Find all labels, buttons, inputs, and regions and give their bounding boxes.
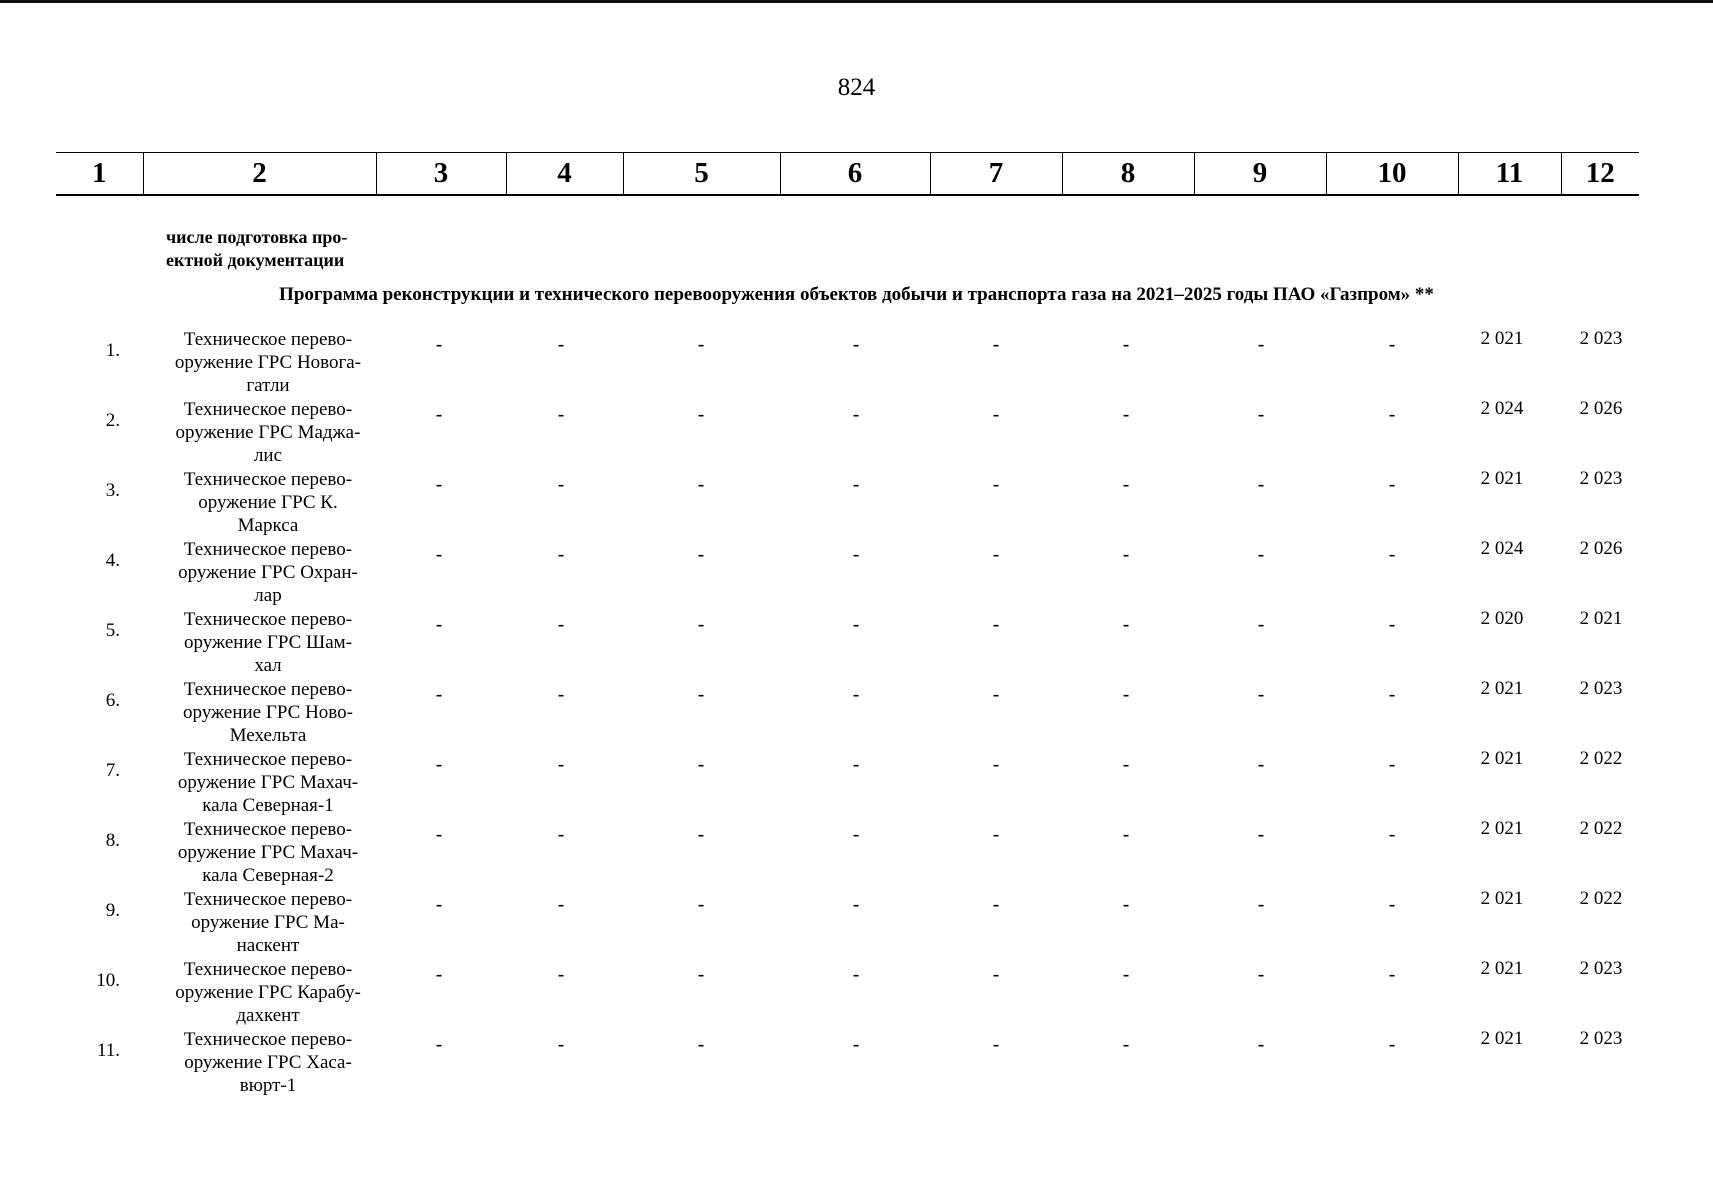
object-name-line: оружение ГРС Новога- [174,352,362,373]
table-row [0,398,1713,468]
empty-cell: - [435,964,443,985]
empty-cell: - [557,474,565,495]
empty-cell: - [992,684,1000,705]
empty-cell: - [1388,964,1396,985]
column-header-table [56,152,1639,196]
empty-cell: - [852,474,860,495]
object-name-line: дахкент [236,1005,300,1026]
continuation-line: числе подготовка про- [166,227,348,247]
empty-cell: - [1122,894,1130,915]
column-header: 8 [1062,153,1194,196]
row-number: 9. [105,900,120,921]
empty-cell: - [435,474,443,495]
empty-cell: - [852,1034,860,1055]
empty-cell: - [1388,614,1396,635]
empty-cell: - [435,684,443,705]
empty-cell: - [697,684,705,705]
page-number: 824 [837,74,876,101]
row-number: 3. [105,480,120,501]
row-number: 8. [105,830,120,851]
empty-cell: - [557,1034,565,1055]
table-row [0,678,1713,748]
empty-cell: - [1388,404,1396,425]
scan-edge [0,0,1713,3]
empty-cell: - [557,964,565,985]
object-name-line: Техническое перево- [183,539,353,560]
empty-cell: - [1257,684,1265,705]
object-name [160,398,376,467]
continuation-text [166,226,366,272]
empty-cell: - [435,334,443,355]
empty-cell: - [1388,544,1396,565]
row-number: 10. [96,970,120,991]
empty-cell: - [435,544,443,565]
object-name-line: вюрт-1 [239,1075,297,1096]
end-year-cell: 2 026 [1579,538,1623,559]
empty-cell: - [1257,334,1265,355]
table-row [0,608,1713,678]
object-name-line: оружение ГРС Хаса- [184,1052,352,1073]
object-name-line: кала Северная-2 [202,865,334,886]
empty-cell: - [435,404,443,425]
object-name [160,888,376,957]
empty-cell: - [1257,474,1265,495]
empty-cell: - [1257,1034,1265,1055]
empty-cell: - [557,544,565,565]
table-row [0,748,1713,818]
start-year-cell: 2 021 [1480,888,1524,909]
section-title: Программа реконструкции и технического перевооружения объектов добычи и транспорта газа на 2021–2025 годы ПАО «Газпром» ** [279,284,1434,305]
row-number: 2. [105,410,120,431]
object-name [160,328,376,397]
object-name-line: оружение ГРС Карабу- [175,982,361,1003]
empty-cell: - [697,964,705,985]
table-row [0,468,1713,538]
object-name [160,608,376,677]
object-name [160,818,376,887]
empty-cell: - [852,334,860,355]
object-name-line: Техническое перево- [183,959,353,980]
object-name-line: оружение ГРС Маджа- [175,422,361,443]
empty-cell: - [1122,474,1130,495]
empty-cell: - [992,754,1000,775]
end-year-cell: 2 022 [1579,748,1623,769]
empty-cell: - [1257,404,1265,425]
end-year-cell: 2 023 [1579,328,1623,349]
start-year-cell: 2 021 [1480,1028,1524,1049]
object-name [160,678,376,747]
empty-cell: - [1122,544,1130,565]
empty-cell: - [557,894,565,915]
column-header: 9 [1194,153,1326,196]
empty-cell: - [557,334,565,355]
empty-cell: - [1388,1034,1396,1055]
end-year-cell: 2 022 [1579,818,1623,839]
object-name-line: наскент [236,935,300,956]
start-year-cell: 2 024 [1480,538,1524,559]
start-year-cell: 2 021 [1480,328,1524,349]
empty-cell: - [992,1034,1000,1055]
object-name-line: Техническое перево- [183,819,353,840]
empty-cell: - [697,1034,705,1055]
empty-cell: - [992,544,1000,565]
column-header: 2 [143,153,376,196]
empty-cell: - [852,614,860,635]
empty-cell: - [1122,334,1130,355]
column-header: 11 [1458,153,1561,196]
empty-cell: - [1257,544,1265,565]
object-name [160,1028,376,1097]
start-year-cell: 2 021 [1480,958,1524,979]
object-name [160,748,376,817]
row-number: 11. [96,1040,120,1061]
table-row [0,538,1713,608]
empty-cell: - [992,404,1000,425]
column-header: 10 [1326,153,1458,196]
empty-cell: - [697,614,705,635]
object-name-line: лис [253,445,283,466]
empty-cell: - [1122,754,1130,775]
column-header: 6 [780,153,930,196]
empty-cell: - [697,754,705,775]
empty-cell: - [852,754,860,775]
object-name-line: кала Северная-1 [202,795,334,816]
empty-cell: - [992,334,1000,355]
empty-cell: - [1257,614,1265,635]
table-row [0,328,1713,398]
column-header: 3 [376,153,506,196]
object-name [160,538,376,607]
empty-cell: - [1122,684,1130,705]
object-name-line: оружение ГРС Махач- [177,772,359,793]
empty-cell: - [1388,474,1396,495]
end-year-cell: 2 022 [1579,888,1623,909]
object-name [160,468,376,537]
row-number: 5. [105,620,120,641]
start-year-cell: 2 021 [1480,748,1524,769]
empty-cell: - [992,614,1000,635]
object-name-line: оружение ГРС Ново- [183,702,353,723]
table-row [0,888,1713,958]
empty-cell: - [697,824,705,845]
empty-cell: - [1122,1034,1130,1055]
empty-cell: - [557,824,565,845]
object-name-line: Маркса [237,515,299,536]
empty-cell: - [1388,334,1396,355]
column-header: 7 [930,153,1062,196]
end-year-cell: 2 023 [1579,958,1623,979]
object-name-line: Техническое перево- [183,399,353,420]
empty-cell: - [852,964,860,985]
object-name-line: оружение ГРС Охран- [178,562,358,583]
empty-cell: - [1388,684,1396,705]
table-row [0,958,1713,1028]
empty-cell: - [992,894,1000,915]
object-name-line: оружение ГРС Ма- [191,912,345,933]
empty-cell: - [852,894,860,915]
column-header: 12 [1561,153,1639,196]
empty-cell: - [1257,824,1265,845]
column-header: 5 [623,153,780,196]
start-year-cell: 2 021 [1480,818,1524,839]
empty-cell: - [852,684,860,705]
object-name-line: лар [254,585,282,606]
empty-cell: - [435,824,443,845]
empty-cell: - [435,1034,443,1055]
object-name-line: оружение ГРС Шам- [184,632,352,653]
empty-cell: - [1388,824,1396,845]
empty-cell: - [697,474,705,495]
object-name-line: Техническое перево- [183,469,353,490]
empty-cell: - [435,754,443,775]
object-name [160,958,376,1027]
empty-cell: - [992,824,1000,845]
empty-cell: - [852,404,860,425]
empty-cell: - [435,894,443,915]
empty-cell: - [697,334,705,355]
empty-cell: - [1122,964,1130,985]
object-name-line: Техническое перево- [183,609,353,630]
empty-cell: - [697,404,705,425]
empty-cell: - [992,964,1000,985]
end-year-cell: 2 023 [1579,1028,1623,1049]
table-row [0,1028,1713,1098]
empty-cell: - [1122,404,1130,425]
row-number: 4. [105,550,120,571]
object-name-line: оружение ГРС Махач- [177,842,359,863]
empty-cell: - [992,474,1000,495]
object-name-line: хал [254,655,282,676]
empty-cell: - [557,754,565,775]
object-name-line: Мехельта [229,725,307,746]
empty-cell: - [697,894,705,915]
end-year-cell: 2 023 [1579,468,1623,489]
empty-cell: - [1122,824,1130,845]
empty-cell: - [852,544,860,565]
column-header: 4 [506,153,623,196]
empty-cell: - [852,824,860,845]
object-name-line: Техническое перево- [183,889,353,910]
object-name-line: оружение ГРС К. [198,492,338,513]
end-year-cell: 2 023 [1579,678,1623,699]
end-year-cell: 2 021 [1579,608,1623,629]
column-header: 1 [56,153,143,196]
start-year-cell: 2 020 [1480,608,1524,629]
end-year-cell: 2 026 [1579,398,1623,419]
empty-cell: - [1122,614,1130,635]
object-name-line: Техническое перево- [183,749,353,770]
empty-cell: - [1388,894,1396,915]
object-name-line: Техническое перево- [183,329,353,350]
row-number: 6. [105,690,120,711]
start-year-cell: 2 021 [1480,678,1524,699]
object-name-line: Техническое перево- [183,1029,353,1050]
empty-cell: - [1388,754,1396,775]
continuation-line: ектной документации [166,250,345,270]
empty-cell: - [1257,894,1265,915]
empty-cell: - [435,614,443,635]
table-row [0,818,1713,888]
start-year-cell: 2 024 [1480,398,1524,419]
empty-cell: - [557,684,565,705]
object-name-line: гатли [246,375,290,396]
empty-cell: - [1257,964,1265,985]
object-name-line: Техническое перево- [183,679,353,700]
start-year-cell: 2 021 [1480,468,1524,489]
empty-cell: - [557,614,565,635]
empty-cell: - [1257,754,1265,775]
row-number: 1. [105,340,120,361]
row-number: 7. [105,760,120,781]
empty-cell: - [557,404,565,425]
empty-cell: - [697,544,705,565]
